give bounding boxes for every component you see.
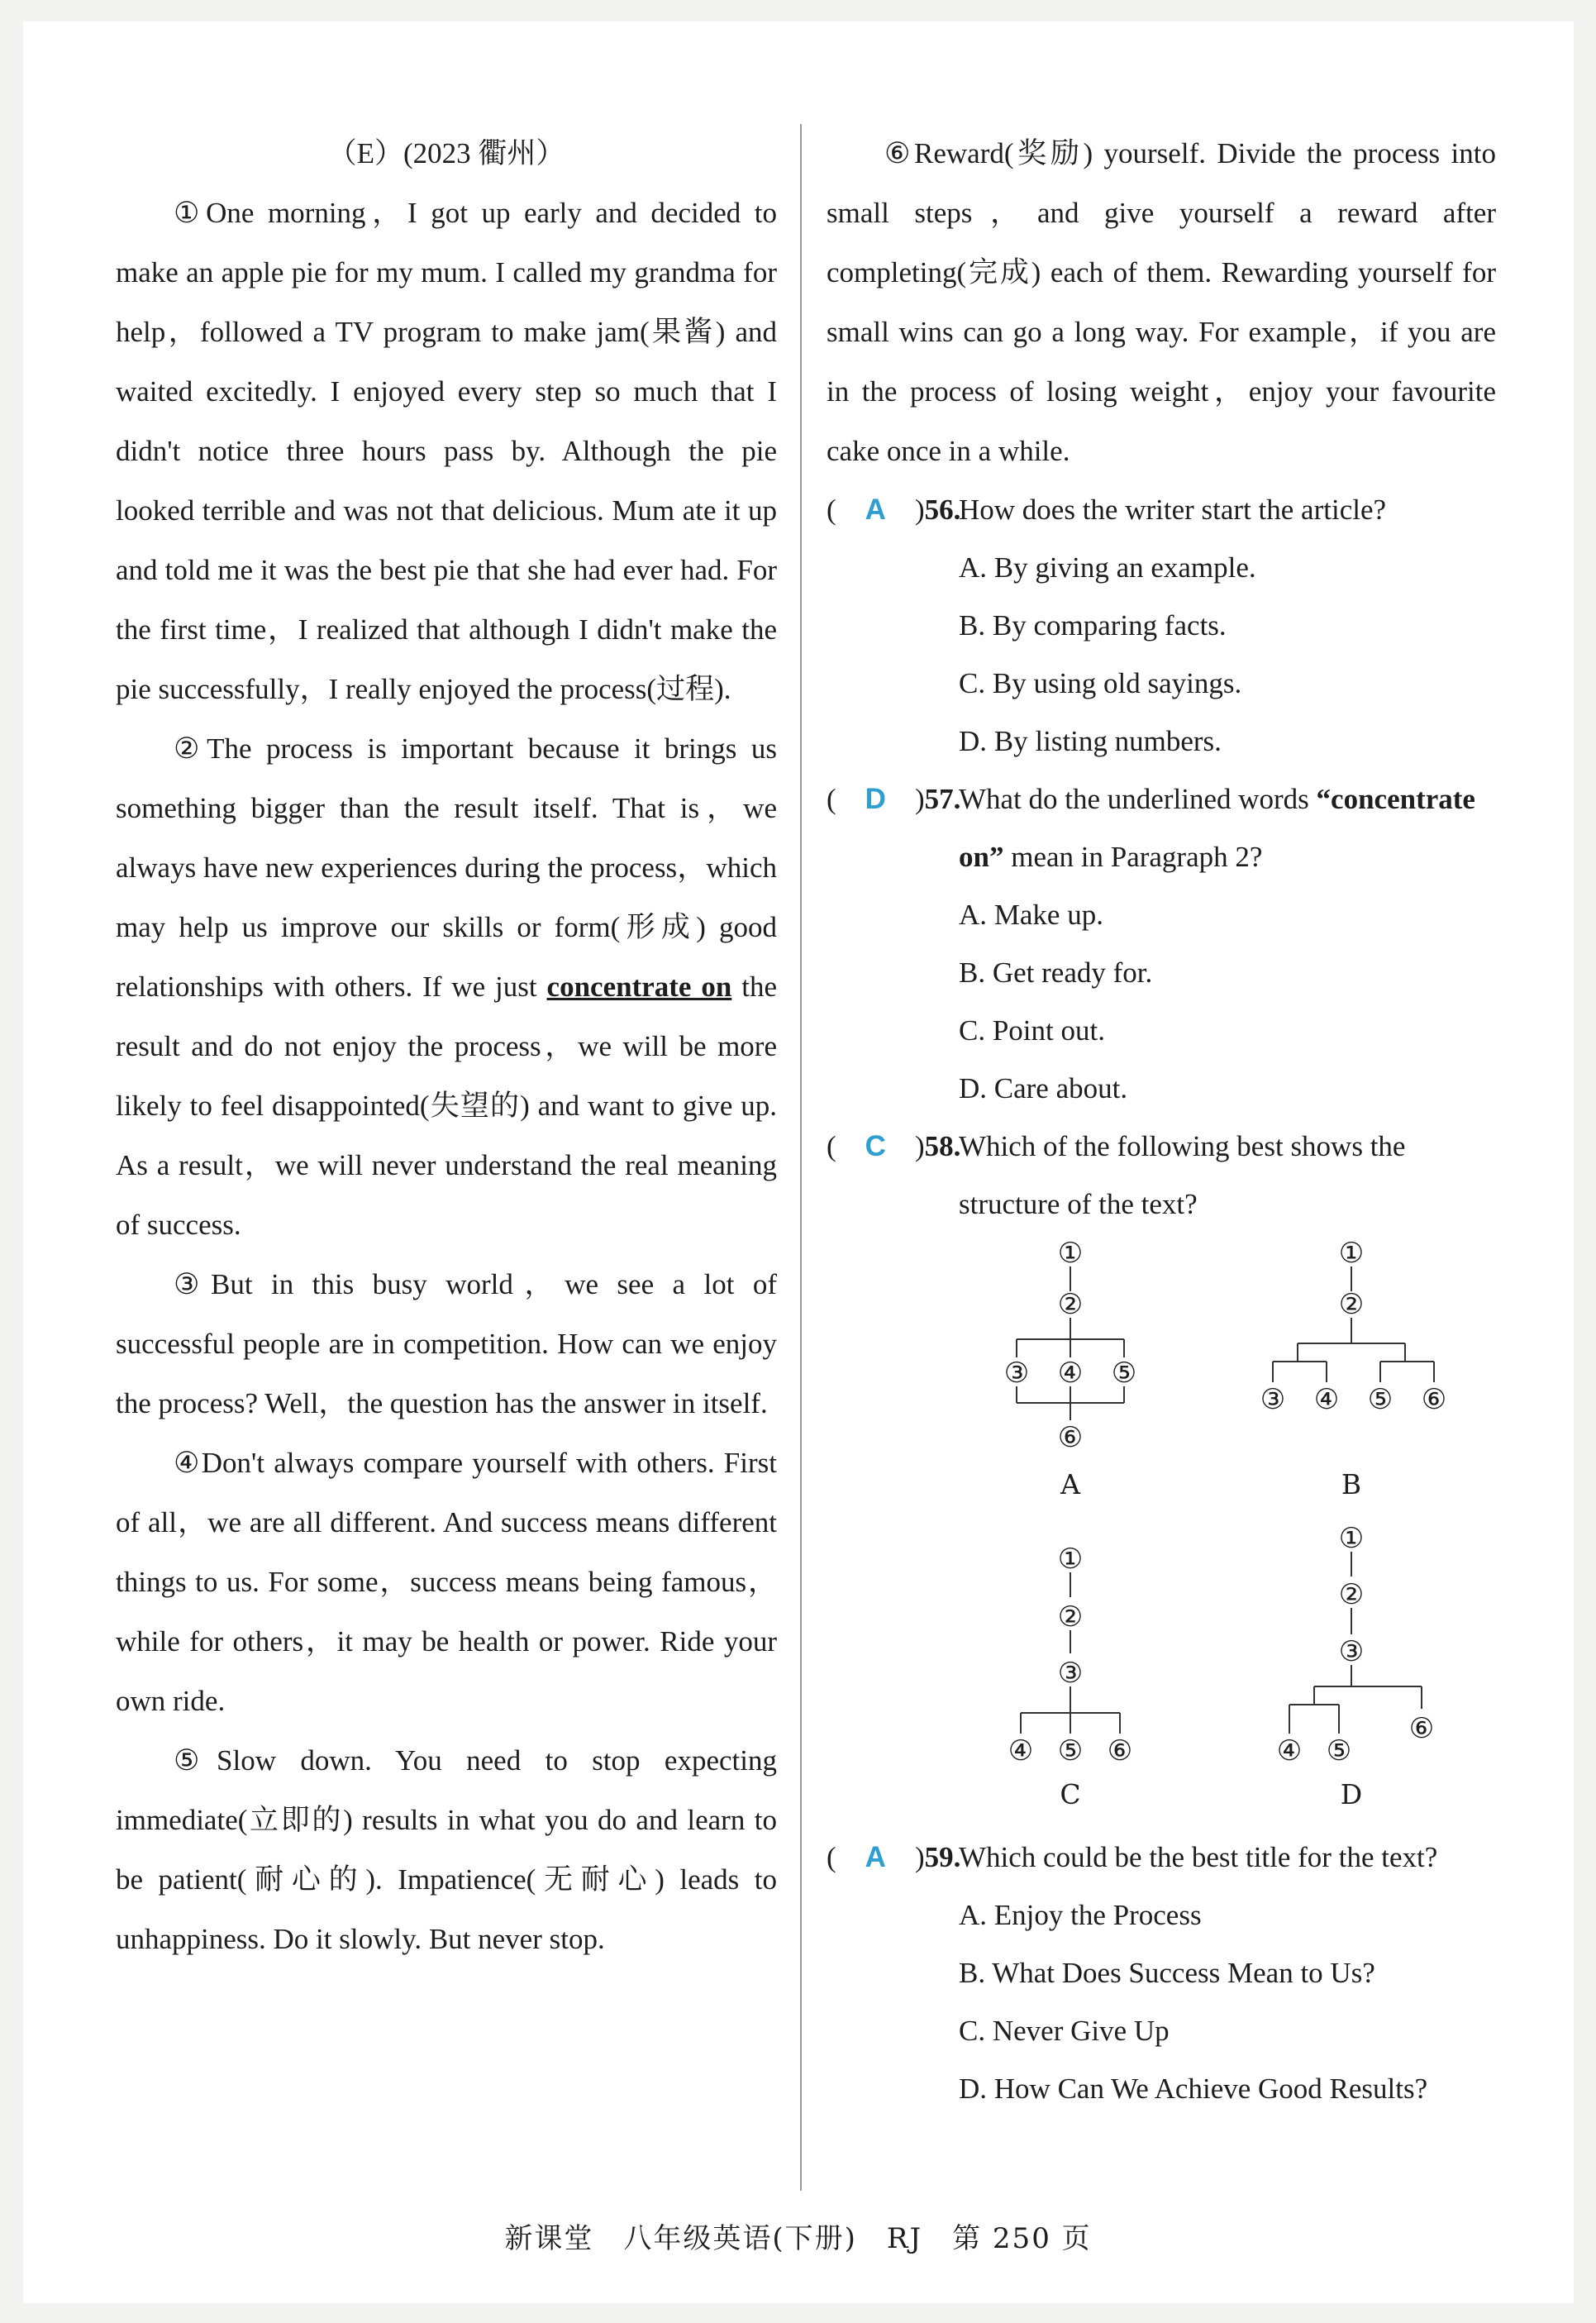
paragraph-3: ③But in this busy world，we see a lot of successful people are in competition. How can we enjoy the process? Well，the question has the answer in itself. (116, 1268, 777, 1419)
question-59 (827, 1829, 1496, 1887)
question-number: 57. (924, 783, 961, 815)
left-column (116, 124, 777, 1969)
option: B. What Does Success Mean to Us? (959, 1957, 1375, 1989)
structure-diagrams-svg (893, 1233, 1471, 1829)
node-3: ③ (1003, 1357, 1030, 1390)
diagram-label-b: B (1341, 1468, 1362, 1500)
node-3: ③ (1260, 1383, 1286, 1416)
diagram-label-d: D (1340, 1778, 1363, 1810)
node-2: ② (1057, 1288, 1084, 1321)
node-1: ① (1057, 1237, 1084, 1270)
node-5: ⑤ (1326, 1734, 1352, 1767)
paragraph-2-start: ②The process is important because it brings us something bigger than the result itself. That is，we always have new experiences during the process，which may help us improve our skills or form(形成) good relationships with others. If we just (116, 732, 777, 1003)
node-6: ⑥ (1057, 1421, 1084, 1454)
node-5: ⑤ (1111, 1357, 1137, 1390)
node-1: ① (1338, 1522, 1365, 1555)
answer-bracket: ( A )59. (827, 1841, 961, 1873)
question-number: 58. (924, 1130, 961, 1162)
section-title: （E）(2023 衢州） (327, 137, 565, 169)
node-3: ③ (1338, 1635, 1365, 1668)
option: A. Make up. (959, 899, 1103, 931)
question-text-end: mean in Paragraph 2? (1003, 841, 1263, 873)
diagram-label-c: C (1060, 1778, 1081, 1810)
question-bold-phrase: “concentrate on” (959, 783, 1475, 873)
node-4: ④ (1008, 1734, 1034, 1767)
diagram-label-a: A (1060, 1468, 1080, 1500)
option: B. Get ready for. (959, 956, 1153, 989)
option: C. Point out. (959, 1014, 1105, 1047)
paragraph-5: ⑤Slow down. You need to stop expecting immediate(立即的) results in what you do and learn to be patient(耐心的). Impatience(无耐心) leads to unhappiness. Do it slowly. But never stop. (116, 1744, 777, 1955)
node-4: ④ (1057, 1357, 1084, 1390)
option: C. Never Give Up (959, 2015, 1170, 2047)
node-5: ⑤ (1057, 1734, 1084, 1767)
node-1: ① (1057, 1543, 1084, 1576)
node-1: ① (1338, 1237, 1365, 1270)
node-3: ③ (1057, 1657, 1084, 1690)
question-text (959, 770, 1496, 886)
node-2: ② (1057, 1600, 1084, 1634)
option: D. By listing numbers. (959, 725, 1222, 757)
node-2: ② (1338, 1288, 1365, 1321)
node-4: ④ (1313, 1383, 1340, 1416)
option: D. Care about. (959, 1072, 1128, 1104)
node-6: ⑥ (1107, 1734, 1133, 1767)
option: B. By comparing facts. (959, 609, 1227, 642)
question-text-start: What do the underlined words (959, 783, 1317, 815)
node-4: ④ (1276, 1734, 1303, 1767)
node-6: ⑥ (1408, 1712, 1435, 1745)
answer-bracket: ( A )56. (827, 494, 961, 526)
question-text: Which of the following best shows the structure of the text? (959, 1130, 1406, 1220)
paragraph-6: ⑥Reward(奖励) yourself. Divide the process into small steps，and give yourself a reward after completing(完成) each of them. Rewarding yourself for small wins can go a long way. For example，if you are in the process of losing weight，enjoy your favourite cake once in a while. (827, 137, 1496, 467)
option: C. By using old sayings. (959, 667, 1242, 699)
answer-58: C (865, 1130, 886, 1162)
diagram-b (1260, 1237, 1446, 1500)
answer-bracket: ( C )58. (827, 1130, 961, 1162)
paragraph-2-end: the result and do not enjoy the process，we will be more likely to feel disappointed(失望的) and want to give up. As a result，we will never understand the real meaning of success. (116, 971, 777, 1241)
option: A. Enjoy the Process (959, 1899, 1202, 1931)
node-2: ② (1338, 1578, 1365, 1611)
option: D. How Can We Achieve Good Results? (959, 2073, 1428, 2105)
diagram-d (1277, 1522, 1434, 1810)
diagram-a (1004, 1237, 1136, 1500)
question-57 (827, 770, 1496, 886)
answer-57: D (865, 783, 886, 815)
page-footer: 新课堂 八年级英语(下册) RJ 第 250 页 (504, 2222, 1092, 2255)
node-5: ⑤ (1367, 1383, 1394, 1416)
structure-diagrams (893, 1233, 1471, 1829)
option: A. By giving an example. (959, 551, 1256, 584)
question-text: How does the writer start the article? (959, 494, 1387, 526)
paragraph-4: ④Don't always compare yourself with others. First of all，we are all different. And success means different things to us. For some，success means being famous，while for others，it may be health or power. Ride your own ride. (116, 1447, 777, 1717)
question-text: Which could be the best title for the text? (959, 1841, 1438, 1873)
question-56 (827, 481, 1496, 539)
answer-56: A (865, 494, 886, 526)
paragraph-1: ①One morning，I got up early and decided to make an apple pie for my mum. I called my grandma for help，followed a TV program to make jam(果酱) and waited excitedly. I enjoyed every step so much that I didn't notice three hours pass by. Although the pie looked terrible and was not that delicious. Mum ate it up and told me it was the best pie that she had ever had. For the first time，I realized that although I didn't make the pie successfully，I really enjoyed the process(过程). (116, 197, 777, 705)
right-column (827, 124, 1496, 2118)
column-divider (800, 124, 802, 2191)
question-number: 56. (924, 494, 961, 526)
node-6: ⑥ (1421, 1383, 1447, 1416)
question-number: 59. (924, 1841, 961, 1873)
question-58 (827, 1118, 1496, 1233)
answer-bracket: ( D )57. (827, 783, 961, 815)
answer-59: A (865, 1841, 886, 1873)
paragraph-2 (116, 719, 777, 1255)
underlined-phrase: concentrate on (546, 971, 732, 1003)
diagram-c (1008, 1543, 1132, 1810)
